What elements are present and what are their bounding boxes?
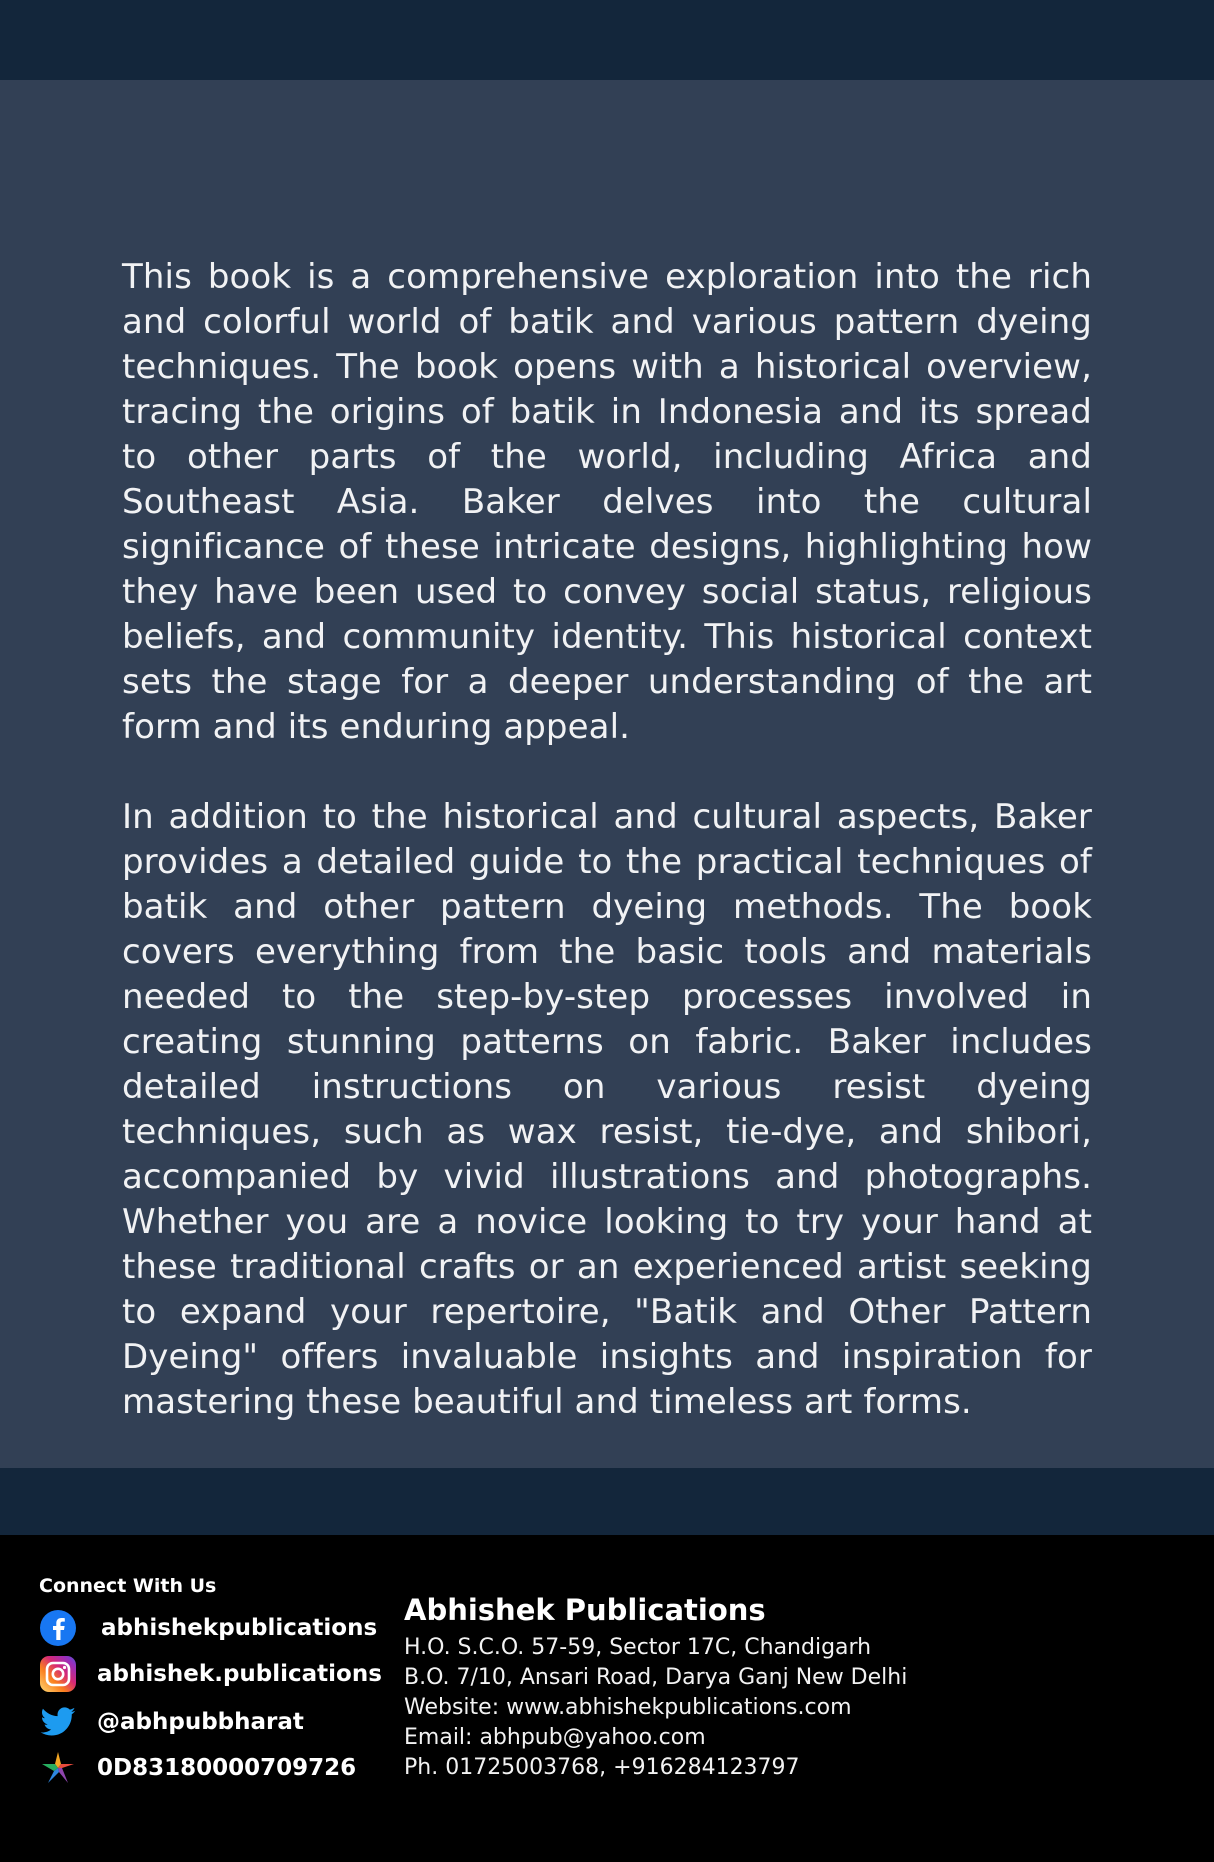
publisher-info: [404, 1593, 907, 1783]
description-paragraph-1: This book is a comprehensive exploration into the rich and colorful world of batik and various pattern dyeing techniques. The book opens with a historical overview, tracing the origins of batik in Indonesia and its spread to other parts of the world, including Africa and Southeast Asia. Baker delves into the cultural significance of these intricate designs, highlighting how they have been used to convey social status, religious beliefs, and community identity. This historical context sets the stage for a deeper understanding of the art form and its enduring appeal.: [122, 257, 1092, 747]
top-band: [0, 0, 1214, 80]
social-twitter[interactable]: [39, 1702, 379, 1742]
head-office-address: H.O. S.C.O. 57-59, Sector 17C, Chandigarh: [404, 1635, 872, 1660]
description-paragraph-2: In addition to the historical and cultural aspects, Baker provides a detailed guide to the practical techniques of batik and other pattern dyeing methods. The book covers everything from the basic tools and materials needed to the step-by-step processes involved in creating stunning patterns on fabric. Baker includes detailed instructions on various resist dyeing techniques, such as wax resist, tie-dye, and shibori, accompanied by vivid illustrations and photographs. Whether you are a novice looking to try your hand at these traditional crafts or an experienced artist seeking to expand your repertoire, "Batik and Other Pattern Dyeing" offers invaluable insights and inspiration for mastering these beautiful and timeless art forms.: [122, 797, 1092, 1422]
twitter-icon: [39, 1703, 77, 1741]
footer: [0, 1535, 1214, 1862]
website[interactable]: Website: www.abhishekpublications.com: [404, 1695, 852, 1720]
instagram-handle: abhishek.publications: [97, 1661, 382, 1687]
publisher-name: Abhishek Publications: [404, 1593, 766, 1627]
branch-office-address: B.O. 7/10, Ansari Road, Darya Ganj New Delhi: [404, 1665, 908, 1690]
facebook-handle: abhishekpublications: [101, 1615, 378, 1641]
registration-number: 0D83180000709726: [97, 1755, 357, 1781]
social-facebook[interactable]: [39, 1608, 379, 1648]
twitter-handle: @abhpubbharat: [97, 1709, 304, 1735]
social-registration: [39, 1748, 379, 1788]
facebook-icon: [39, 1609, 77, 1647]
email[interactable]: Email: abhpub@yahoo.com: [404, 1725, 706, 1750]
phone-numbers: Ph. 01725003768, +916284123797: [404, 1755, 800, 1780]
social-instagram[interactable]: [39, 1654, 382, 1694]
book-description: [122, 255, 1092, 1425]
star-logo-icon: [39, 1749, 77, 1787]
connect-heading: Connect With Us: [39, 1575, 217, 1597]
bottom-band: [0, 1468, 1214, 1535]
instagram-icon: [39, 1655, 77, 1693]
